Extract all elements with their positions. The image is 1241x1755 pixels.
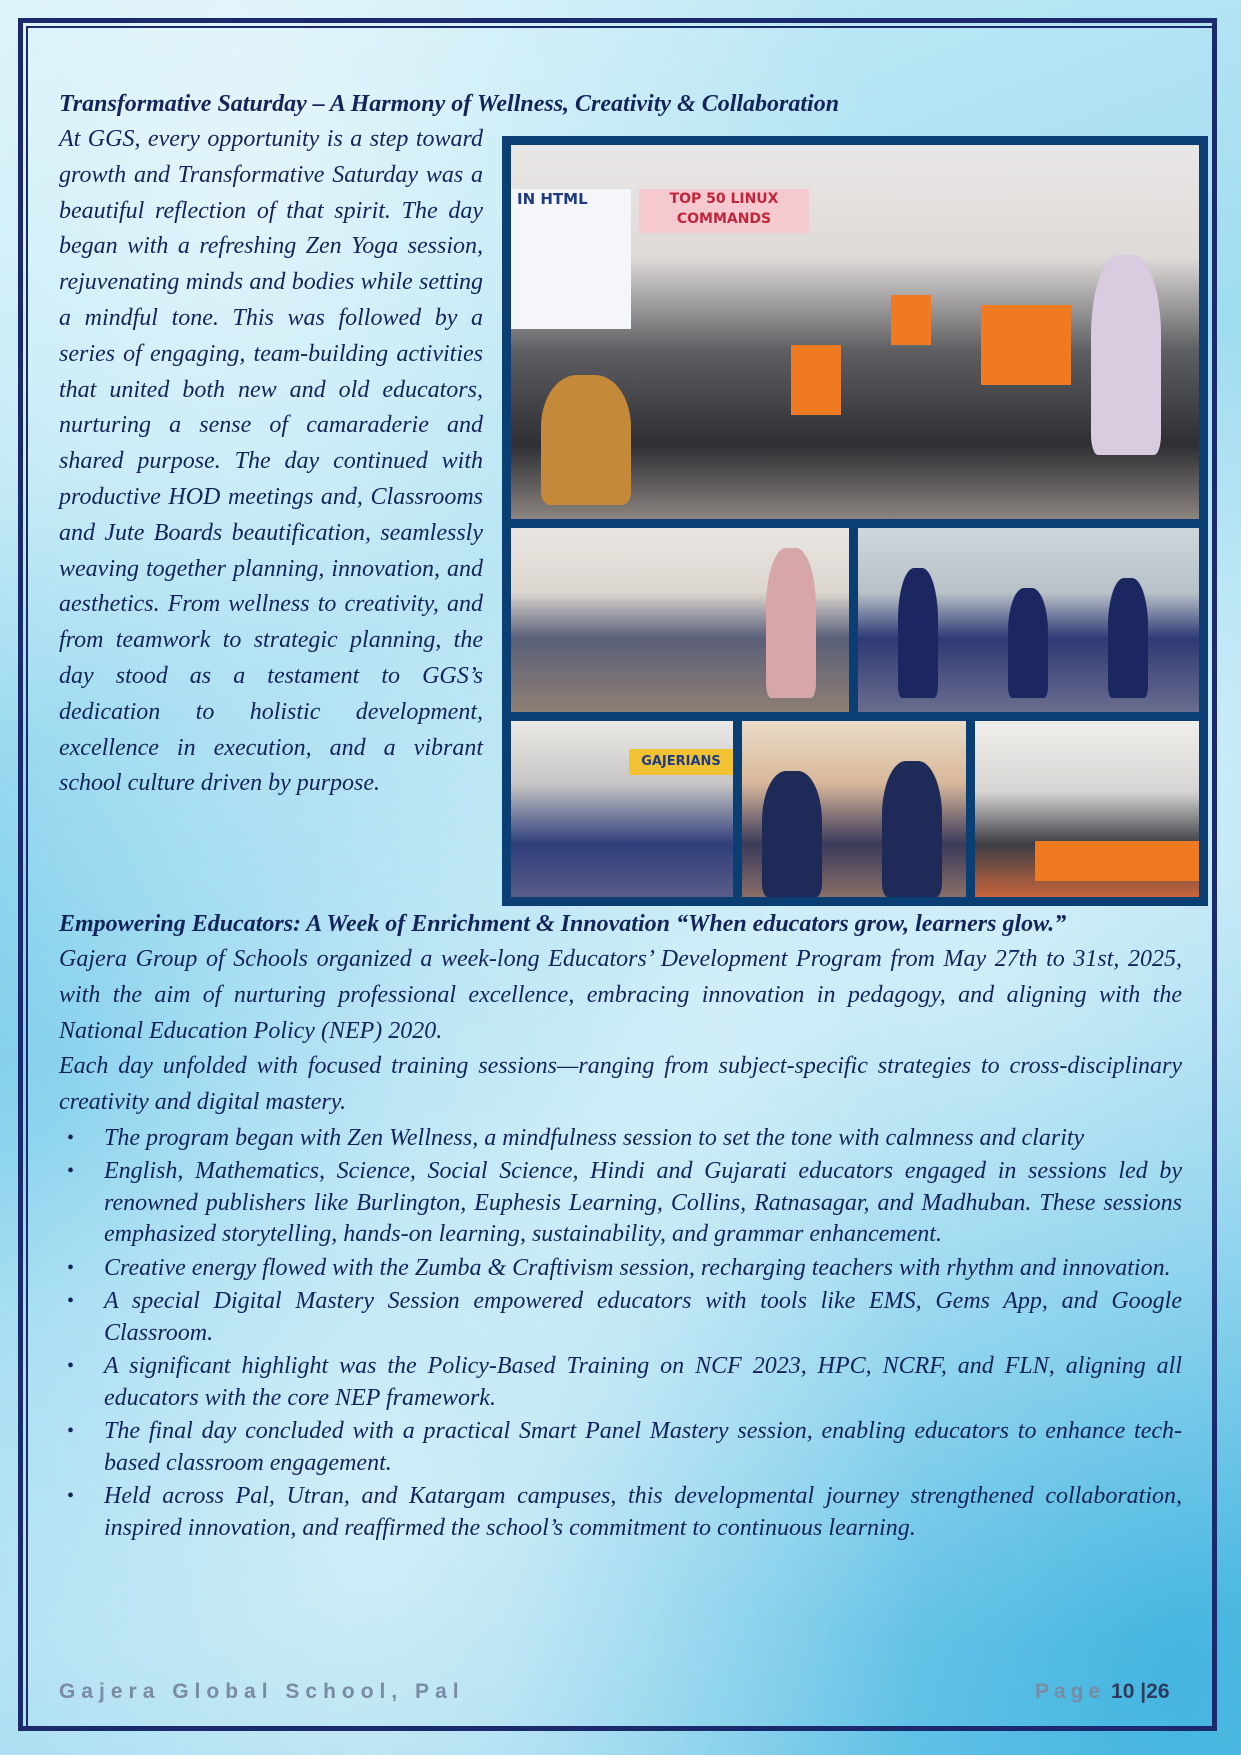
list-item — [59, 1481, 1182, 1544]
list-item — [59, 1156, 1182, 1251]
list-item-text: A significant highlight was the Policy-Based Training on NCF 2023, HPC, NCRF, and FLN, aligning all educators with the core NEP framework. — [104, 1353, 1182, 1411]
bullet-icon: • — [67, 1256, 75, 1279]
photo-sign-linux: TOP 50 LINUX COMMANDS — [639, 189, 809, 233]
program-highlights-list — [59, 1123, 1182, 1545]
photo-digital-training — [975, 721, 1199, 897]
section2-intro-2: Each day unfolded with focused training sessions—ranging from subject-specific strategies to cross-disciplinary creativity and digital mastery. — [59, 1053, 1182, 1116]
photo-zumba-session — [511, 721, 733, 897]
photo-participant-figure — [541, 375, 631, 505]
list-item — [59, 1351, 1182, 1414]
photo-teacher-figure — [1091, 255, 1161, 455]
list-item-text: Held across Pal, Utran, and Katargam campuses, this developmental journey strengthened collaboration, inspired innovation, and reaffirmed the school’s commitment to continuous learning. — [104, 1483, 1182, 1541]
list-item-text: English, Mathematics, Science, Social Science, Hindi and Gujarati educators engaged in sessions led by renowned publishers like Burlington, Euphesis Learning, Collins, Ratnasagar, and Madhuban. These sessions emphasized storytelling, hands-on learning, sustainability, and grammar enhancement. — [104, 1158, 1182, 1248]
list-item — [59, 1286, 1182, 1349]
section1-body: At GGS, every opportunity is a step toward growth and Transformative Saturday was a beautiful reflection of that spirit. The day began with a refreshing Zen Yoga session, rejuvenating minds and bodies while setting a mindful tone. This was followed by a series of engaging, team-building activities that united both new and old educators, nurturing a sense of camaraderie and shared purpose. The day continued with productive HOD meetings and, Classrooms and Jute Boards beautification, seamlessly weaving together planning, innovation, and aesthetics. From wellness to creativity, and from teamwork to strategic planning, the day stood as a testament to GGS’s dedication to holistic development, excellence in execution, and a vibrant school culture driven by purpose. — [59, 126, 483, 797]
section-transformative-saturday — [59, 86, 1182, 906]
photo-collage — [502, 136, 1208, 906]
photo-team-building — [511, 528, 849, 712]
bullet-icon: • — [67, 1290, 75, 1313]
photo-board-html: IN HTML — [511, 189, 631, 329]
photo-craft-figure — [882, 761, 942, 897]
list-item-text: The program began with Zen Wellness, a mindfulness session to set the tone with calmness and clarity — [104, 1124, 1085, 1151]
footer-page-label: Page — [1035, 1680, 1106, 1703]
bullet-icon: • — [67, 1355, 75, 1378]
list-item — [59, 1253, 1182, 1285]
bullet-icon: • — [67, 1160, 75, 1183]
footer-page-current: 10 — [1111, 1680, 1135, 1703]
footer-school-name: Gajera Global School, Pal — [59, 1680, 465, 1703]
section2-heading: Empowering Educators: A Week of Enrichment & Innovation “When educators grow, learners glow.” — [59, 911, 1067, 937]
photo-orange-desk — [891, 295, 931, 345]
list-item-text: The final day concluded with a practical Smart Panel Mastery session, enabling educators to enhance tech-based classroom engagement. — [104, 1418, 1182, 1476]
photo-yoga-figure — [898, 568, 938, 698]
bullet-icon: • — [67, 1420, 75, 1443]
section2-intro: Gajera Group of Schools organized a week-long Educators’ Development Program from May 27th to 31st, 2025, with the aim of nurturing professional excellence, embracing innovation in pedagogy, and aligning with the National Education Policy (NEP) 2020. — [59, 946, 1182, 1044]
list-item — [59, 1416, 1182, 1479]
section-empowering-educators — [59, 906, 1182, 1544]
photo-craft-figure — [762, 771, 822, 897]
photo-orange-desk — [791, 345, 841, 415]
bullet-icon: • — [67, 1126, 75, 1149]
photo-yoga-figure — [1008, 588, 1048, 698]
list-item — [59, 1123, 1182, 1155]
photo-banner-gajerians: GAJERIANS — [629, 749, 733, 775]
photo-speaker-figure — [766, 548, 816, 698]
photo-yoga-session — [858, 528, 1199, 712]
photo-yoga-figure — [1108, 578, 1148, 698]
page-content — [59, 86, 1182, 1546]
footer-page-separator: | — [1140, 1680, 1147, 1703]
photo-orange-desk — [981, 305, 1071, 385]
photo-computer-lab — [511, 145, 1199, 519]
bullet-icon: • — [67, 1485, 75, 1508]
photo-orange-desk — [1035, 841, 1199, 881]
footer-page-number — [1035, 1680, 1170, 1704]
photo-craft-session — [742, 721, 966, 897]
footer-page-total: 26 — [1146, 1680, 1170, 1703]
list-item-text: Creative energy flowed with the Zumba & Craftivism session, recharging teachers with rhythm and innovation. — [104, 1254, 1171, 1281]
list-item-text: A special Digital Mastery Session empowered educators with tools like EMS, Gems App, and Google Classroom. — [104, 1288, 1182, 1346]
section1-heading: Transformative Saturday – A Harmony of Wellness, Creativity & Collaboration — [59, 91, 840, 117]
